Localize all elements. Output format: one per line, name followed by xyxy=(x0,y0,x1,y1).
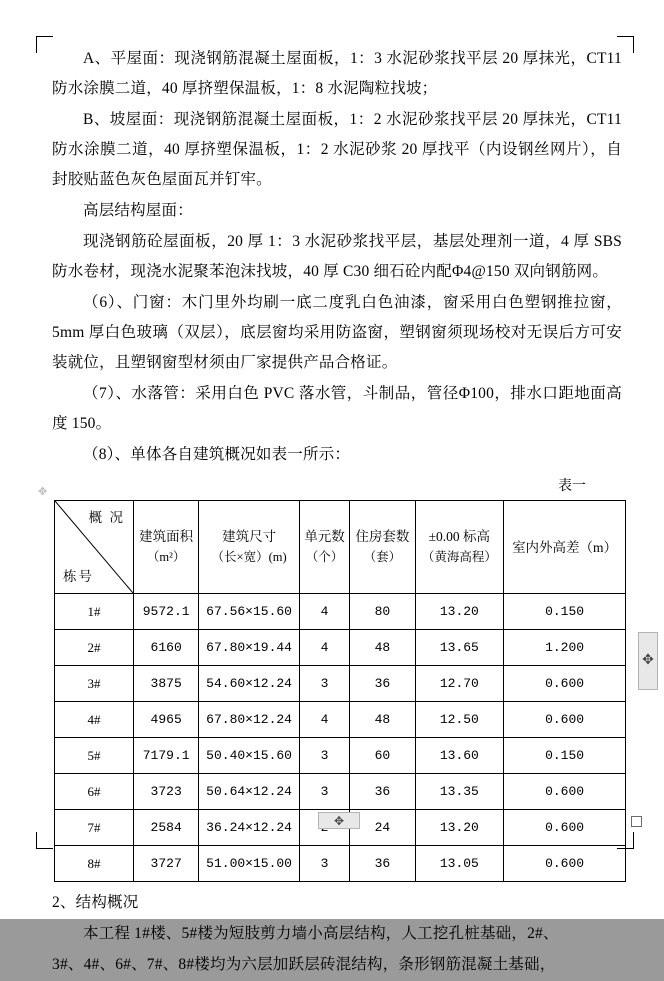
paragraph-downpipe: （7）、水落管：采用白色 PVC 落水管，斗制品，管径Φ100，排水口距地面高度 150。 xyxy=(52,385,622,432)
cell-height-diff: 0.600 xyxy=(504,846,626,882)
table-row xyxy=(55,846,626,882)
cell-elevation: 13.05 xyxy=(415,846,504,882)
cell-building-no: 2# xyxy=(55,630,134,666)
table-caption: 表一 xyxy=(558,479,586,494)
table-row xyxy=(55,738,626,774)
cell-elevation: 13.65 xyxy=(415,630,504,666)
margin-mark-bottom-left xyxy=(36,832,53,849)
header-indoor-outdoor-diff-main: 室内外高差（m） xyxy=(512,539,618,555)
horizontal-scroll-thumb[interactable] xyxy=(318,812,360,829)
cell-building-no: 3# xyxy=(55,666,134,702)
cell-area: 3875 xyxy=(134,666,199,702)
paragraph-structure-line2: 3#、4#、6#、7#、8#楼均为六层加跃层砖混结构，条形钢筋混凝土基础， xyxy=(52,956,556,973)
cell-building-no: 7# xyxy=(55,810,134,846)
vertical-scroll-thumb[interactable] xyxy=(638,632,658,690)
table-row xyxy=(55,774,626,810)
cell-units: 3 xyxy=(299,738,349,774)
cell-elevation: 13.20 xyxy=(415,594,504,630)
cell-elevation: 12.70 xyxy=(415,666,504,702)
header-building-area xyxy=(134,501,199,594)
paragraph-doors-windows: （6）、门窗：木门里外均刷一底二度乳白色油漆，窗采用白色塑钢推拉窗，5mm 厚白色玻璃（双层），底层窗均采用防盗窗，塑钢窗须现场校对无误后方可安装就位，且塑钢窗型材须由厂家提供产品合格证。 xyxy=(52,294,622,371)
cell-building-no: 8# xyxy=(55,846,134,882)
table-corner-cell xyxy=(55,501,134,594)
cell-size: 50.40×15.60 xyxy=(199,738,300,774)
cell-sets: 48 xyxy=(350,630,415,666)
cell-building-no: 6# xyxy=(55,774,134,810)
paragraph-table-intro: （8）、单体各自建筑概况如表一所示： xyxy=(83,446,351,463)
table-header-row xyxy=(55,501,626,594)
cell-size: 67.56×15.60 xyxy=(199,594,300,630)
header-housing-sets-sub: （套） xyxy=(363,550,402,564)
cell-units: 4 xyxy=(299,594,349,630)
paragraph-structure-heading: 2、结构概况 xyxy=(52,894,139,911)
cell-building-no: 1# xyxy=(55,594,134,630)
cell-area: 3723 xyxy=(134,774,199,810)
cell-units: 3 xyxy=(299,666,349,702)
cell-area: 6160 xyxy=(134,630,199,666)
table-row xyxy=(55,594,626,630)
header-building-size-main: 建筑尺寸 xyxy=(222,529,277,544)
header-building-area-sub: （m²） xyxy=(146,550,186,564)
cell-height-diff: 0.600 xyxy=(504,666,626,702)
cell-sets: 24 xyxy=(350,810,415,846)
cell-sets: 60 xyxy=(350,738,415,774)
header-elevation-main: ±0.00 标高 xyxy=(428,529,491,544)
paragraph-sloped-roof: B、坡屋面：现浇钢筋混凝土屋面板，1：2 水泥砂浆找平层 20 厚抹光，CT11 防水涂膜二道，40 厚挤塑保温板，1：2 水泥砂浆 20 厚找平（内设钢丝网片），自封胶贴蓝色灰色屋面瓦并钉牢。 xyxy=(52,111,622,188)
cell-height-diff: 1.200 xyxy=(504,630,626,666)
cell-sets: 36 xyxy=(350,846,415,882)
cell-size: 51.00×15.00 xyxy=(199,846,300,882)
header-building-area-main: 建筑面积 xyxy=(139,529,194,544)
table-row xyxy=(55,702,626,738)
cell-height-diff: 0.600 xyxy=(504,810,626,846)
resize-handle[interactable] xyxy=(631,816,642,827)
move-icon: ✥ xyxy=(642,653,654,668)
table-row xyxy=(55,630,626,666)
cell-size: 67.80×19.44 xyxy=(199,630,300,666)
cell-building-no: 5# xyxy=(55,738,134,774)
cell-area: 9572.1 xyxy=(134,594,199,630)
table-header xyxy=(55,501,626,594)
paragraph-highrise-detail: 现浇钢筋砼屋面板，20 厚 1：3 水泥砂浆找平层，基层处理剂一道，4 厚 SBS 防水卷材，现浇水泥聚苯泡沫找坡，40 厚 C30 细石砼内配Φ4@150 双向钢筋网。 xyxy=(52,233,622,280)
cell-elevation: 12.50 xyxy=(415,702,504,738)
document-body xyxy=(52,44,622,981)
cell-height-diff: 0.600 xyxy=(504,774,626,810)
cell-height-diff: 0.600 xyxy=(504,702,626,738)
cell-building-no: 4# xyxy=(55,702,134,738)
table-body xyxy=(55,594,626,882)
header-unit-count-main: 单元数 xyxy=(304,529,345,544)
cell-area: 2584 xyxy=(134,810,199,846)
cell-sets: 36 xyxy=(350,666,415,702)
header-unit-count xyxy=(299,501,349,594)
cell-height-diff: 0.150 xyxy=(504,594,626,630)
header-building-size xyxy=(199,501,300,594)
header-housing-sets-main: 住房套数 xyxy=(355,529,410,544)
cell-area: 4965 xyxy=(134,702,199,738)
cell-units: 4 xyxy=(299,630,349,666)
cell-sets: 80 xyxy=(350,594,415,630)
paragraph-structure-line1: 本工程 1#楼、5#楼为短肢剪力墙小高层结构，人工挖孔桩基础，2#、 xyxy=(83,925,559,942)
cell-size: 54.60×12.24 xyxy=(199,666,300,702)
header-housing-sets xyxy=(350,501,415,594)
cell-units: 4 xyxy=(299,702,349,738)
cell-units: 3 xyxy=(299,774,349,810)
cell-size: 36.24×12.24 xyxy=(199,810,300,846)
margin-mark-top-left xyxy=(36,36,53,53)
move-icon: ✥ xyxy=(333,813,345,828)
cell-size: 50.64×12.24 xyxy=(199,774,300,810)
cell-elevation: 13.60 xyxy=(415,738,504,774)
cell-sets: 36 xyxy=(350,774,415,810)
cell-height-diff: 0.150 xyxy=(504,738,626,774)
cell-area: 3727 xyxy=(134,846,199,882)
cell-elevation: 13.20 xyxy=(415,810,504,846)
cell-units: 3 xyxy=(299,846,349,882)
cell-elevation: 13.35 xyxy=(415,774,504,810)
cell-area: 7179.1 xyxy=(134,738,199,774)
paragraph-highrise-heading: 高层结构屋面： xyxy=(83,202,193,219)
header-elevation xyxy=(415,501,504,594)
header-indoor-outdoor-diff xyxy=(504,501,626,594)
header-elevation-sub: （黄海高程） xyxy=(421,550,497,564)
cell-size: 67.80×12.24 xyxy=(199,702,300,738)
table-move-handle[interactable]: ✥ xyxy=(38,486,48,498)
table-row xyxy=(55,666,626,702)
corner-label-bottom: 栋号 xyxy=(63,569,94,584)
cell-sets: 48 xyxy=(350,702,415,738)
corner-label-top: 概 况 xyxy=(88,510,125,525)
header-building-size-sub: （长×宽）(m) xyxy=(211,550,287,564)
header-unit-count-sub: （个） xyxy=(305,550,344,564)
paragraph-flat-roof: A、平屋面：现浇钢筋混凝土屋面板，1：3 水泥砂浆找平层 20 厚抹光，CT11 防水涂膜二道，40 厚挤塑保温板，1：8 水泥陶粒找坡； xyxy=(52,50,622,97)
